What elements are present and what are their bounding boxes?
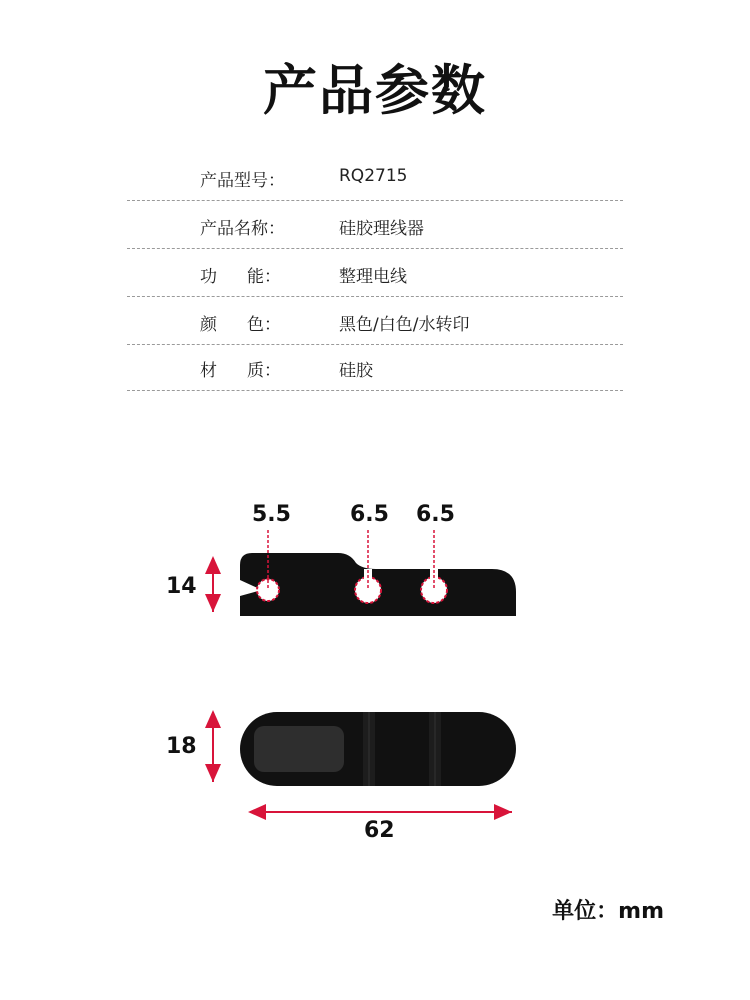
spec-label-model: 产品型号： xyxy=(200,171,285,191)
spec-value-name: 硅胶理线器 xyxy=(339,219,424,239)
hole-size-3: 6.5 xyxy=(416,502,455,527)
length-label: 62 xyxy=(364,818,395,843)
spec-label-function: 功 能： xyxy=(200,267,281,287)
spec-label-material: 材 质： xyxy=(200,361,281,381)
hole-size-1: 5.5 xyxy=(252,502,291,527)
hole-size-2: 6.5 xyxy=(350,502,389,527)
spec-label-name: 产品名称： xyxy=(200,219,285,239)
top-view-pad xyxy=(254,726,344,772)
side-height-label: 14 xyxy=(166,574,197,599)
spec-label-color: 颜 色： xyxy=(200,315,281,335)
spec-value-model: RQ2715 xyxy=(339,166,408,186)
unit-label: 单位：mm xyxy=(552,899,664,924)
top-height-label: 18 xyxy=(166,734,197,759)
spec-value-color: 黑色/白色/水转印 xyxy=(339,315,470,335)
spec-value-material: 硅胶 xyxy=(339,361,373,381)
page-title: 产品参数 xyxy=(263,59,487,122)
spec-value-function: 整理电线 xyxy=(339,267,407,287)
